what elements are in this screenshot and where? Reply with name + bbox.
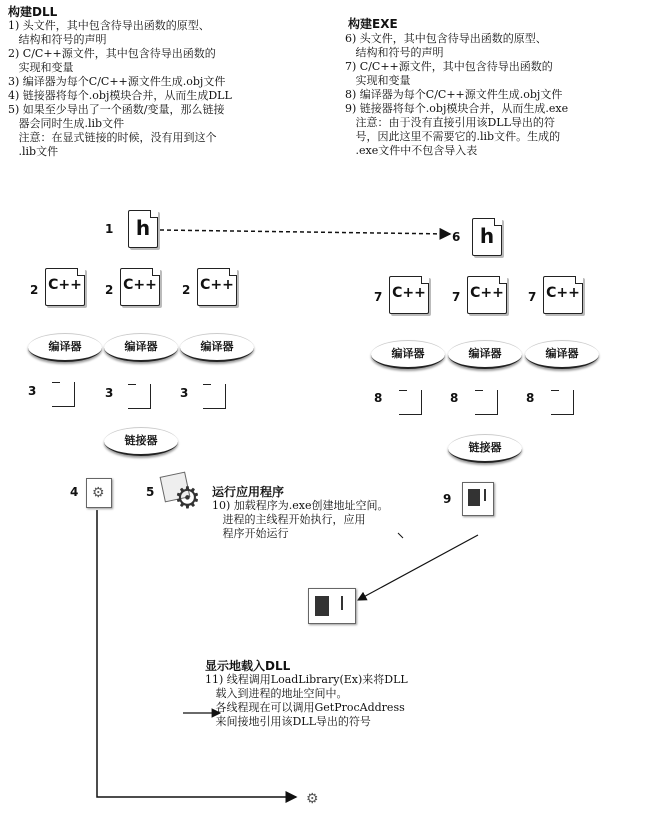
cpp-file-icon: C++ (120, 268, 160, 306)
compiler-box: 编译器 (448, 340, 522, 369)
obj-file-icon (551, 390, 574, 415)
obj-file-icon (128, 384, 151, 409)
process-exe-icon (308, 588, 356, 624)
dll-step-line: 器会同时生成.lib文件 (8, 117, 125, 130)
step-number-8: 8 (374, 391, 383, 405)
header-file-icon: h (472, 218, 502, 256)
step-number-7: 7 (528, 290, 537, 304)
step-number-6: 6 (452, 230, 461, 244)
dll-load-arrow (97, 510, 296, 797)
step-number-7: 7 (374, 290, 383, 304)
small-tick (398, 533, 403, 538)
run-app-title: 运行应用程序 (212, 485, 285, 499)
explicit-step-line: 来间接地引用该DLL导出的符号 (205, 715, 371, 728)
cpp-file-icon: C++ (389, 276, 429, 314)
exe-step-line: 7) C/C++源文件，其中包含待导出函数的 (345, 60, 553, 73)
compiler-box: 编译器 (525, 340, 599, 369)
exe-step-line: 9) 链接器将每个.obj模块合并，从而生成.exe (345, 102, 569, 115)
run-step-line: 程序开始运行 (212, 527, 289, 540)
obj-file-icon (399, 390, 422, 415)
exe-step-line: 实现和变量 (345, 74, 411, 87)
dll-step-line: .lib文件 (8, 145, 59, 158)
step-number-2: 2 (30, 283, 39, 297)
explicit-load-steps (205, 673, 408, 729)
exe-file-icon (462, 482, 494, 516)
cpp-file-icon: C++ (467, 276, 507, 314)
dll-step-line: 1) 头文件，其中包含待导出函数的原型、 (8, 19, 210, 32)
dll-step-line: 注意：在显式链接的时候，没有用到这个 (8, 131, 217, 144)
app-gear-icon: ⚙ (162, 474, 200, 512)
exe-step-line: 注意：由于没有直接引用该DLL导出的符 (345, 116, 555, 129)
step-number-8: 8 (526, 391, 535, 405)
linker-box: 链接器 (448, 434, 522, 463)
dll-step-line: 结构和符号的声明 (8, 33, 107, 46)
cpp-file-icon: C++ (543, 276, 583, 314)
exe-build-title: 构建EXE (348, 17, 398, 31)
dll-step-line: 2) C/C++源文件，其中包含待导出函数的 (8, 47, 216, 60)
compiler-box: 编译器 (180, 333, 254, 362)
dll-build-title: 构建DLL (8, 5, 58, 19)
gear-icon: ⚙ (306, 791, 319, 807)
compiler-box: 编译器 (371, 340, 445, 369)
obj-file-icon (52, 382, 75, 407)
run-step-line: 10) 加载程序为.exe创建地址空间。 (212, 499, 389, 512)
compiler-box: 编译器 (28, 333, 102, 362)
explicit-step-line: 载入到进程的地址空间中。 (205, 687, 348, 700)
explicit-step-line: 11) 线程调用LoadLibrary(Ex)来将DLL (205, 673, 408, 686)
cpp-file-icon: C++ (197, 268, 237, 306)
step-number-2: 2 (105, 283, 114, 297)
gear-icon: ⚙ (92, 485, 105, 501)
step-number-8: 8 (450, 391, 459, 405)
exe-step-line: 8) 编译器为每个C/C++源文件生成.obj文件 (345, 88, 563, 101)
explicit-step-line: 各线程现在可以调用GetProcAddress (205, 701, 405, 714)
exe-step-line: 6) 头文件，其中包含待导出函数的原型、 (345, 32, 547, 45)
linker-box: 链接器 (104, 427, 178, 456)
compiler-box: 编译器 (104, 333, 178, 362)
step-number-3: 3 (105, 386, 114, 400)
dll-file-icon (86, 478, 112, 508)
exe-step-line: 号，因此这里不需要它的.lib文件。生成的 (345, 130, 561, 143)
step-number-7: 7 (452, 290, 461, 304)
step-number-2: 2 (182, 283, 191, 297)
obj-file-icon (203, 384, 226, 409)
exe-step-line: .exe文件中不包含导入表 (345, 144, 478, 157)
step-number-5: 5 (146, 485, 155, 499)
loaded-dll-icon (300, 786, 326, 812)
step-number-1: 1 (105, 222, 114, 236)
run-step-line: 进程的主线程开始执行，应用 (212, 513, 366, 526)
dll-step-line: 3) 编译器为每个C/C++源文件生成.obj文件 (8, 75, 226, 88)
cpp-file-icon: C++ (45, 268, 85, 306)
step-number-3: 3 (28, 384, 37, 398)
exe-load-arrow (358, 535, 478, 600)
dll-step-line: 4) 链接器将每个.obj模块合并，从而生成DLL (8, 89, 232, 102)
header-dashed-arrow (160, 230, 450, 234)
obj-file-icon (475, 390, 498, 415)
step-number-3: 3 (180, 386, 189, 400)
step-number-4: 4 (70, 485, 79, 499)
explicit-load-title: 显示地载入DLL (205, 659, 291, 673)
step-number-9: 9 (443, 492, 452, 506)
run-app-steps (212, 499, 389, 541)
dll-step-line: 5) 如果至少导出了一个函数/变量，那么链接 (8, 103, 225, 116)
exe-step-line: 结构和符号的声明 (345, 46, 444, 59)
dll-step-line: 实现和变量 (8, 61, 74, 74)
header-file-icon: h (128, 210, 158, 248)
